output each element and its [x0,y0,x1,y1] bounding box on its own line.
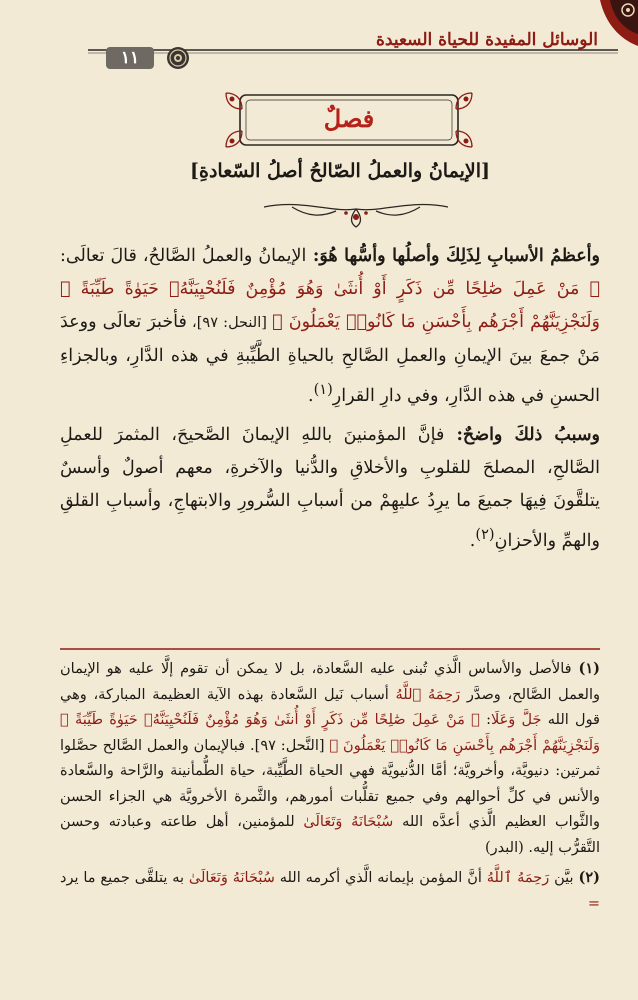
footnote-2-text-c: به يتلقَّى جميع ما يرد [60,870,189,886]
paragraph-1 [60,240,600,413]
footnote-1-text-b: أسباب نَيل السَّعادة بهذه الآية العظيمة المباركة، وهي قول الله [60,686,600,728]
chapter-title: فصلٌ [323,104,375,133]
footnote-separator [60,646,600,652]
paragraph-1-lead: وأعظمُ الأسبابِ لِذَلِكَ وأصلُها وأسُّها هُوَ: [306,246,600,266]
paragraph-1-end: . [308,385,314,406]
footnote-1-reference: [النَّحل: ٩٧]. [250,737,330,754]
main-body-text [60,240,600,564]
footnote-2 [60,865,600,917]
paragraph-1-text-b: فأخبرَ تعالَى ووعدَ مَنْ جمعَ بينَ الإيمانِ والعملِ الصَّالحِ بالحياةِ الطَّيِّبةِ في هذه الدَّارِ، وبالجزاءِ الحسنِ في هذه الدَّارِ، وفي دارِ القرارِ [60,312,600,406]
running-header-title: الوسائل المفيدة للحياة السعيدة [376,30,598,50]
page-number-badge: ١١ [106,47,154,69]
footnote-2-number: (٢) [578,869,600,886]
honorific-1: رَحِمَهُ ٱللَّهُ [395,686,461,703]
footnote-marker-1[interactable]: (١) [313,381,333,398]
footnote-1-verse: ﴿ مَنْ عَمِلَ صَٰلِحًا مِّن ذَكَرٍ أَوْ أُنثَىٰ وَهُوَ مُؤْمِنٌ فَلَنُحْيِيَنَّهُۥ حَيَوٰةً طَيِّبَةً ۖ وَلَنَجْزِيَنَّهُمْ أَجْرَهُم بِأَحْسَنِ مَا كَانُوا۟ يَعْمَلُونَ ﴾ [60,712,600,754]
paragraph-2-lead: وسببُ ذلكَ واضحٌ: [444,424,600,445]
footnote-1-text-a: فالأصل والأساس الَّذي تُبنى عليه السَّعادة، بل لا يمكن أن تقوم إلَّا عليه هو الإيمان والعمل الصَّالح، وصدَّر [60,661,600,703]
footnote-2-text-b: أنَّ المؤمن بإيمانه الَّذي أكرمه الله [274,870,487,886]
paragraph-2-end: . [469,530,476,551]
footnote-2-text-a: بيَّن [549,870,579,886]
section-heading: [الإيمانُ والعملُ الصّالحُ أصلُ السّعادةِ] [190,160,490,182]
paragraph-2-text: فإنَّ المؤمنينَ باللهِ الإيمانَ الصَّحيحَ، المثمرَ للعملِ الصَّالحِ، المصلحَ للقلوبِ والأخلاقِ والدُّنيا والآخرةِ، معهم أصولٌ وأسسٌ يتلقَّونَ فِيهَا جميعَ ما يرِدُ عليهِمْ من أسبابِ السُّرورِ والابتهاجِ، وأسبابِ القلقِ والهمِّ والأحزانِ [60,424,600,551]
verse-reference: [النحل: ٩٧]، [186,315,273,331]
footnotes-section [60,656,600,921]
quran-verse: ﴿ مَنْ عَمِلَ صَٰلِحًا مِّن ذَكَرٍ أَوْ أُنثَىٰ وَهُوَ مُؤْمِنٌ فَلَنُحْيِيَنَّهُۥ حَيَوٰةً طَيِّبَةً ۖ وَلَنَجْزِيَنَّهُمْ أَجْرَهُم بِأَحْسَنِ مَا كَانُوا۟ يَعْمَلُونَ ﴾ [60,279,600,332]
footnote-1 [60,656,600,861]
footnote-1-text-d: فبالإيمان والعمل الصَّالح حصَّلوا ثمرتين: دنيويَّة، وأخرويَّة؛ أمَّا الدُّنيويَّة فهي الحياة الطَّيِّبة، حياة الطُّمأنينة والرَّاحة والسَّعادة والأنس في كلِّ أحوالهم وفي جميع تقلُّبات أمورهم، والثَّمرة الأخرويَّة هي الجزاء الحسن والثَّواب العظيم الَّذي أعدَّه الله [60,737,600,830]
corner-ornament-icon [592,0,638,46]
footnote-1-text-c: : [479,712,491,728]
honorific-4: رَحِمَهُ ٱللَّهُ [486,870,550,886]
paragraph-2 [60,419,600,558]
paragraph-1-text-a: الإيمانُ والعملُ الصَّالحُ، قالَ تعالَى: [60,246,307,266]
continuation-mark: = [587,895,600,912]
divider-flourish-icon [262,195,450,229]
footnote-marker-2[interactable]: (٢) [475,525,495,543]
honorific-3: سُبْحَانَهُ وَتَعَالَىٰ [303,814,394,830]
honorific-2: جَلَّ وَعَلَا [491,712,542,728]
footnote-1-text-e: للمؤمنين، أهل طاعته وعبادته وحسن التَّقرُّب إليه. (البدر) [60,814,600,856]
footnote-1-number: (١) [578,660,600,677]
honorific-5: سُبْحَانَهُ وَتَعَالَىٰ [188,870,275,886]
medallion-ornament-icon [166,46,190,70]
